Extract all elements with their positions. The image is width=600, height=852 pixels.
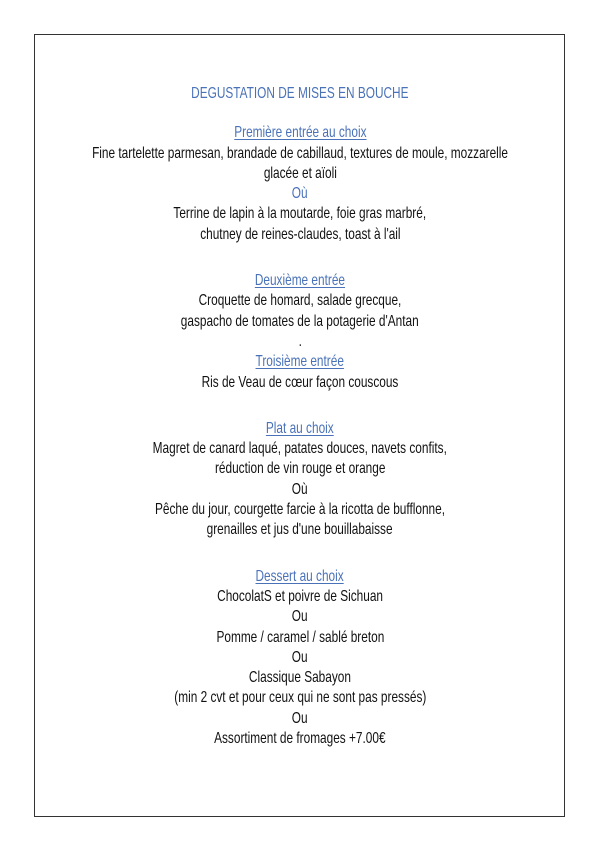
menu-line (0, 373, 600, 393)
dish-text: ChocolatS et poivre de Sichuan (217, 587, 383, 605)
or-text: Ou (292, 608, 308, 626)
section-heading (0, 567, 600, 587)
dish-text: glacée et aïoli (263, 164, 337, 182)
menu-line (0, 204, 600, 224)
menu-line (0, 164, 600, 184)
or-text: Ou (292, 709, 308, 727)
separator-or (0, 480, 600, 500)
menu-title (0, 84, 600, 104)
dish-text: gaspacho de tomates de la potagerie d'Antan (181, 312, 419, 330)
separator-or (0, 648, 600, 668)
dish-text: Assortiment de fromages +7.00€ (214, 730, 386, 748)
section-heading-text: Deuxième entrée (254, 272, 346, 290)
section-heading (0, 352, 600, 372)
or-text: Ou (292, 648, 308, 666)
or-text: Où (292, 185, 308, 203)
menu-line (0, 332, 600, 352)
spacer (0, 393, 600, 419)
section-heading-text: Première entrée au choix (233, 124, 367, 142)
menu-line (0, 520, 600, 540)
dish-text: réduction de vin rouge et orange (214, 460, 386, 478)
dot-text: . (298, 332, 302, 350)
menu-line (0, 439, 600, 459)
section-heading (0, 123, 600, 143)
menu-title-text: DEGUSTATION DE MISES EN BOUCHE (191, 85, 409, 102)
separator-or (0, 709, 600, 729)
dish-text: chutney de reines-claudes, toast à l'ail (199, 225, 401, 243)
dish-text: Fine tartelette parmesan, brandade de cabillaud, textures de moule, mozzarelle (92, 144, 508, 162)
menu-line (0, 144, 600, 164)
separator-or (0, 607, 600, 627)
menu-line (0, 459, 600, 479)
dish-text: Ris de Veau de cœur façon couscous (201, 373, 399, 391)
spacer (0, 104, 600, 123)
separator-or (0, 184, 600, 204)
dish-text: Pomme / caramel / sablé breton (216, 628, 384, 646)
menu-line (0, 312, 600, 332)
section-heading (0, 271, 600, 291)
menu-line (0, 628, 600, 648)
menu-line (0, 500, 600, 520)
menu-line (0, 688, 600, 708)
or-text: Où (292, 480, 308, 498)
menu-content (0, 84, 600, 749)
dish-text: grenailles et jus d'une bouillabaisse (207, 521, 393, 539)
dish-text: Magret de canard laqué, patates douces, navets confits, (152, 440, 448, 458)
section-heading-text: Dessert au choix (255, 567, 345, 585)
dish-text: Croquette de homard, salade grecque, (198, 292, 402, 310)
menu-line (0, 291, 600, 311)
section-heading-text: Plat au choix (266, 419, 334, 437)
dish-note: (min 2 cvt et pour ceux qui ne sont pas pressés) (173, 689, 427, 707)
menu-line (0, 668, 600, 688)
menu-line (0, 587, 600, 607)
dish-text: Terrine de lapin à la moutarde, foie gras marbré, (173, 205, 427, 223)
dish-text: Pêche du jour, courgette farcie à la ricotta de bufflonne, (154, 501, 446, 519)
section-heading (0, 419, 600, 439)
menu-line (0, 729, 600, 749)
dish-text: Classique Sabayon (248, 669, 352, 687)
section-heading-text: Troisième entrée (255, 353, 345, 371)
menu-line (0, 225, 600, 245)
spacer (0, 541, 600, 567)
spacer (0, 245, 600, 271)
